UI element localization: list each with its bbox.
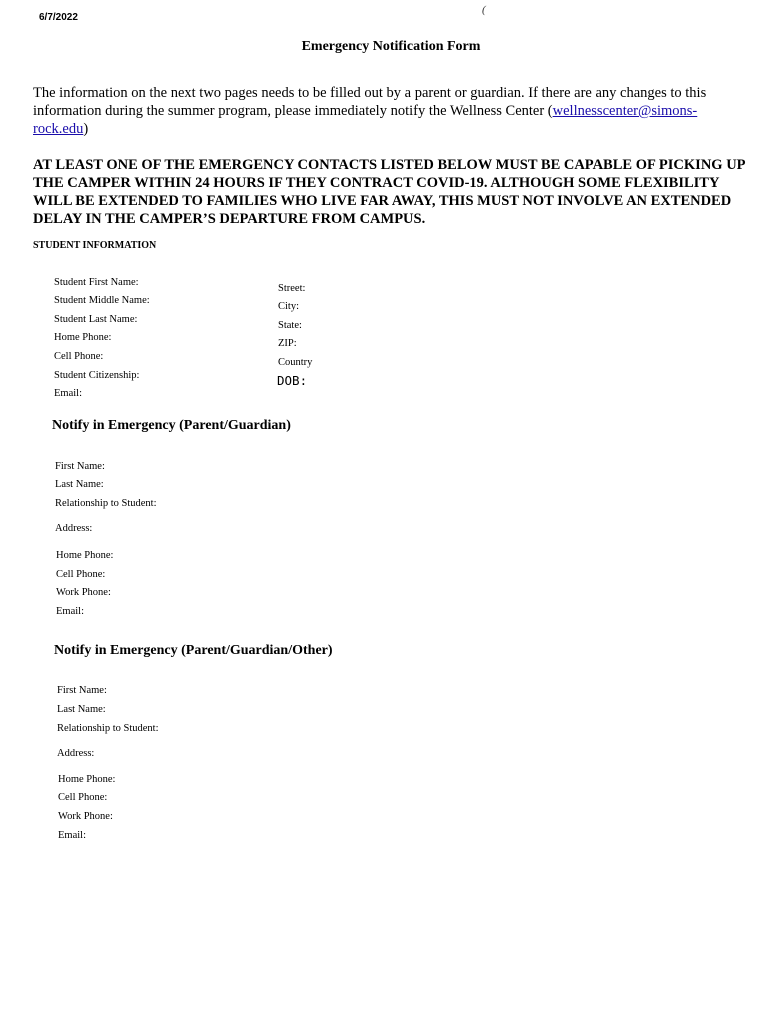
contact2-first-name-label[interactable]: First Name:	[57, 685, 107, 696]
contact2-work-phone-label[interactable]: Work Phone:	[58, 811, 113, 822]
contact1-last-name-label[interactable]: Last Name:	[55, 479, 104, 490]
stray-mark: (	[482, 4, 486, 16]
contact2-last-name-label[interactable]: Last Name:	[57, 704, 106, 715]
student-section-label: STUDENT INFORMATION	[33, 240, 157, 251]
student-home-phone-label[interactable]: Home Phone:	[54, 332, 112, 343]
country-label[interactable]: Country	[278, 357, 313, 368]
state-label[interactable]: State:	[278, 320, 302, 331]
wellness-email-link[interactable]: wellnesscenter@simons-rock.edu	[33, 103, 698, 137]
contact1-email-label[interactable]: Email:	[56, 606, 84, 617]
student-cell-phone-label[interactable]: Cell Phone:	[54, 351, 104, 362]
contact2-cell-phone-label[interactable]: Cell Phone:	[58, 792, 108, 803]
document-date: 6/7/2022	[39, 12, 78, 23]
student-citizenship-label[interactable]: Student Citizenship:	[54, 370, 140, 381]
dob-label[interactable]: DOB:	[277, 373, 308, 388]
form-title: Emergency Notification Form	[301, 39, 481, 54]
contact1-heading: Notify in Emergency (Parent/Guardian)	[52, 418, 291, 433]
intro-text-end: )	[83, 121, 89, 137]
contact2-home-phone-label[interactable]: Home Phone:	[58, 774, 116, 785]
city-label[interactable]: City:	[278, 301, 300, 312]
student-first-name-label[interactable]: Student First Name:	[54, 277, 139, 288]
student-last-name-label[interactable]: Student Last Name:	[54, 314, 138, 325]
contact2-address-label[interactable]: Address:	[57, 748, 95, 759]
intro-text: The information on the next two pages needs to be filled out by a parent or guardian. If there are any changes to this information during the summer program, please immediately notify the Wellness Center (	[33, 85, 707, 119]
intro-paragraph	[33, 84, 748, 138]
street-label[interactable]: Street:	[278, 283, 306, 294]
zip-label[interactable]: ZIP:	[278, 338, 297, 349]
covid-pickup-warning: AT LEAST ONE OF THE EMERGENCY CONTACTS LISTED BELOW MUST BE CAPABLE OF PICKING UP THE CAMPER WITHIN 24 HOURS IF THEY CONTRACT COVID-19. ALTHOUGH SOME FLEXIBILITY WILL BE EXTENDED TO FAMILIES WHO LIVE FAR AWAY, THIS MUST NOT INVOLVE AN EXTENDED DELAY IN THE CAMPER’S DEPARTURE FROM CAMPUS.	[33, 157, 745, 227]
student-middle-name-label[interactable]: Student Middle Name:	[54, 295, 150, 306]
contact1-home-phone-label[interactable]: Home Phone:	[56, 550, 114, 561]
contact1-address-label[interactable]: Address:	[55, 523, 93, 534]
contact1-relationship-label[interactable]: Relationship to Student:	[55, 498, 157, 509]
contact2-relationship-label[interactable]: Relationship to Student:	[57, 723, 159, 734]
contact1-first-name-label[interactable]: First Name:	[55, 461, 105, 472]
student-email-label[interactable]: Email:	[54, 388, 82, 399]
contact1-work-phone-label[interactable]: Work Phone:	[56, 587, 111, 598]
contact2-heading: Notify in Emergency (Parent/Guardian/Other)	[54, 643, 333, 658]
contact1-cell-phone-label[interactable]: Cell Phone:	[56, 569, 106, 580]
contact2-email-label[interactable]: Email:	[58, 830, 86, 841]
